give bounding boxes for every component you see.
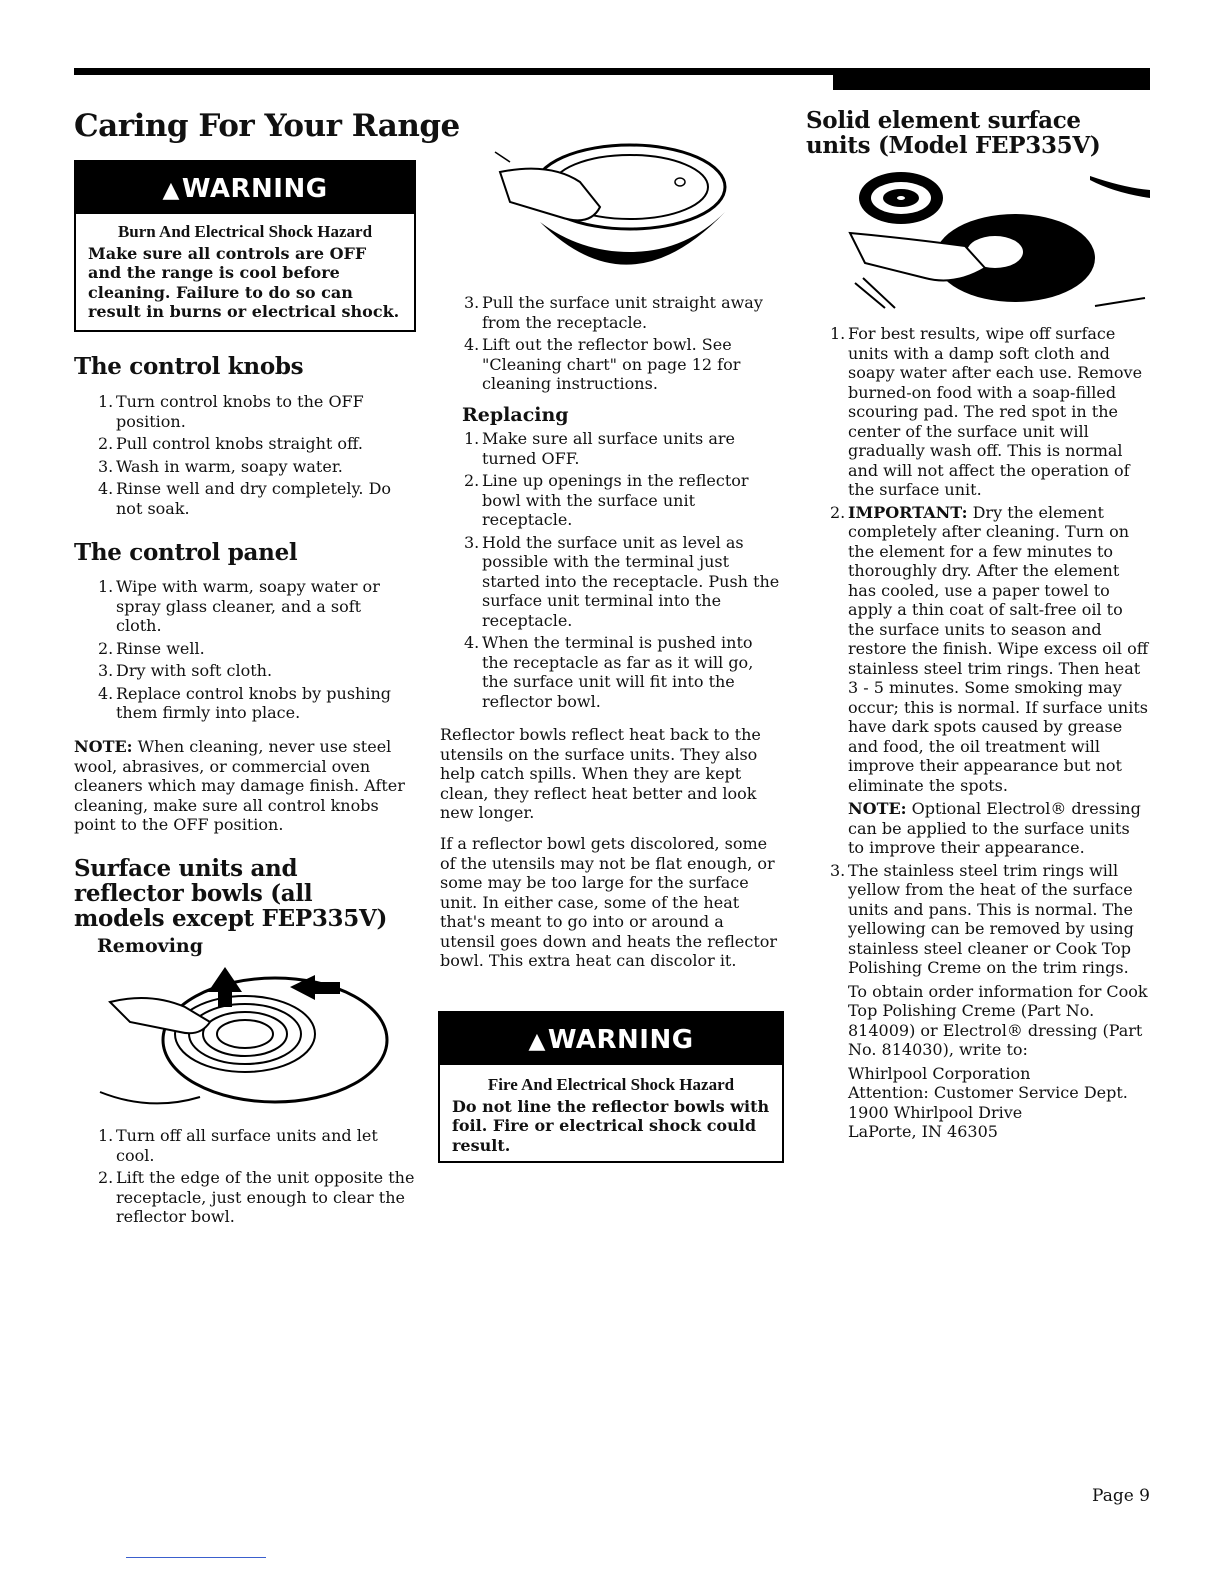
control-panel-heading: The control panel [74, 539, 298, 566]
surface-units-heading: Surface units and reflector bowls (all models except FEP335V) [74, 855, 388, 932]
address-line: 1900 Whirlpool Drive [848, 1102, 1023, 1122]
list-item: 4. Lift out the reflector bowl. See "Cleaning chart" on page 12 for cleaning instructions. [464, 335, 741, 393]
list-item: 1. Turn off all surface units and let cool. [98, 1126, 378, 1165]
warning-box-burn [74, 160, 416, 332]
warning-header [440, 1013, 782, 1065]
list-item: 3. Pull the surface unit straight away from the receptacle. [464, 293, 763, 332]
control-knobs-heading: The control knobs [74, 353, 304, 380]
solid-element-illustration [845, 168, 1150, 318]
list-item: 2. Pull control knobs straight off. [98, 434, 363, 453]
header-rule-tab [833, 68, 1150, 90]
list-item: 3. Wash in warm, soapy water. [98, 456, 343, 476]
list-item: 1. Wipe with warm, soapy water or spray glass cleaner, and a soft cloth. [98, 577, 380, 635]
solid-element-steps [806, 324, 1150, 1145]
removing-heading: Removing [97, 935, 204, 957]
list-item: 4. When the terminal is pushed into the receptacle as far as it will go, the surface unit will fit into the reflector bowl. [464, 633, 754, 711]
list-item: 2. IMPORTANT: Dry the element completely after cleaning. Turn on the element for a few minutes to thoroughly dry. After the element has cooled, use a paper towel to apply a thin coat of salt-free oil to the surface units to season and restore the finish. Wipe excess oil off stainless steel trim rings. Then heat 3 - 5 minutes. Some smoking may occur; this is normal. If surface units have dark spots caused by grease and food, the oil treatment will improve their appearance but not eliminate the spots. NOTE: Optional Electrol® dressing can be applied to the surface units to improve their appearance. [830, 502, 1149, 857]
list-item: 4. Rinse well and dry completely. Do not soak. [98, 479, 392, 518]
footer-link-line [126, 1557, 266, 1558]
order-info: To obtain order information for Cook Top Polishing Creme (Part No. 814009) or Electrol® dressing (Part No. 814030), write to: [848, 981, 1148, 1059]
solid-element-note: NOTE: Optional Electrol® dressing can be applied to the surface units to improve their appearance. [848, 799, 1141, 857]
control-knobs-steps [74, 392, 404, 521]
list-item: 1. Turn control knobs to the OFF position. [98, 392, 364, 431]
address-line: Attention: Customer Service Dept. [848, 1083, 1128, 1102]
warning-label: WARNING [181, 174, 328, 204]
warning-triangle-icon: ▲ [528, 1029, 546, 1054]
page-title: Caring For Your Range [74, 108, 460, 144]
control-panel-steps [74, 577, 404, 726]
warning-triangle-icon: ▲ [162, 178, 180, 203]
warning-hazard: Fire And Electrical Shock Hazard [487, 1075, 735, 1094]
list-item: 1. For best results, wipe off surface units with a damp soft cloth and soapy water after each use. Remove burned-on food with a soap-filled scouring pad. The red spot in the center of the surface unit will gradually wash off. This is normal and will not affect the operation of the surface unit. [830, 324, 1143, 499]
removing-steps-part1 [74, 1126, 416, 1230]
page-number: Page 9 [1092, 1486, 1150, 1506]
reflector-paragraph-1: Reflector bowls reflect heat back to the utensils on the surface units. They also help catch spills. When they are kept clean, they reflect heat better and look new longer. [440, 725, 761, 822]
address-block [848, 1064, 1150, 1142]
removing-steps-part2 [440, 293, 782, 397]
list-item: 1. Make sure all surface units are turned OFF. [464, 429, 735, 468]
list-item: 3. Hold the surface unit as level as possible with the terminal just started into the receptacle. Push the surface unit terminal into the receptacle. [464, 532, 780, 630]
list-item: 2. Line up openings in the reflector bowl with the surface unit receptacle. [464, 471, 749, 529]
control-panel-note: NOTE: When cleaning, never use steel wool, abrasives, or commercial oven cleaners which may damage finish. After cleaning, make sure all control knobs point to the OFF position. [74, 737, 405, 834]
list-item: 4. Replace control knobs by pushing them firmly into place. [98, 683, 392, 722]
list-item: 3. Dry with soft cloth. [98, 661, 273, 680]
warning-text: Make sure all controls are OFF and the range is cool before cleaning. Failure to do so can result in burns or electrical shock. [88, 243, 400, 321]
warning-hazard: Burn And Electrical Shock Hazard [117, 222, 373, 241]
warning-header [76, 162, 414, 214]
list-item: 2. Lift the edge of the unit opposite the receptacle, just enough to clear the reflector bowl. [98, 1168, 415, 1226]
replacing-heading: Replacing [462, 404, 569, 426]
reflector-bowl-illustration [470, 112, 750, 292]
address-line: Whirlpool Corporation [848, 1063, 1031, 1083]
replacing-steps [440, 429, 782, 714]
address-line: LaPorte, IN 46305 [848, 1122, 998, 1141]
removing-illustration [90, 962, 390, 1122]
list-item: 2. Rinse well. [98, 638, 205, 658]
warning-body [440, 1065, 782, 1165]
warning-text: Do not line the reflector bowls with foil. Fire or electrical shock could result. [452, 1096, 770, 1155]
warning-label: WARNING [547, 1025, 694, 1055]
solid-element-heading: Solid element surface units (Model FEP335V) [806, 107, 1101, 159]
list-item: 3. The stainless steel trim rings will yellow from the heat of the surface units and pans. This is normal. The yellowing can be removed by using stainless steel cleaner or Cook Top Polishing Creme on the trim rings. To obtain order information for Cook Top Polishing Creme (Part No. 814009) or Electrol® dressing (Part No. 814030), write to: Whirlpool Corporation Attention: Customer Service Dept. 1900 Whirlpool Drive LaPorte, IN 46305 [806, 861, 1150, 1142]
warning-box-fire [438, 1011, 784, 1163]
reflector-paragraph-2: If a reflector bowl gets discolored, some of the utensils may not be flat enough, or some may be too large for the surface unit. In either case, some of the heat that's meant to go into or around a utensil goes down and heats the reflector bowl. This extra heat can discolor it. [440, 834, 778, 970]
warning-body [76, 214, 414, 332]
